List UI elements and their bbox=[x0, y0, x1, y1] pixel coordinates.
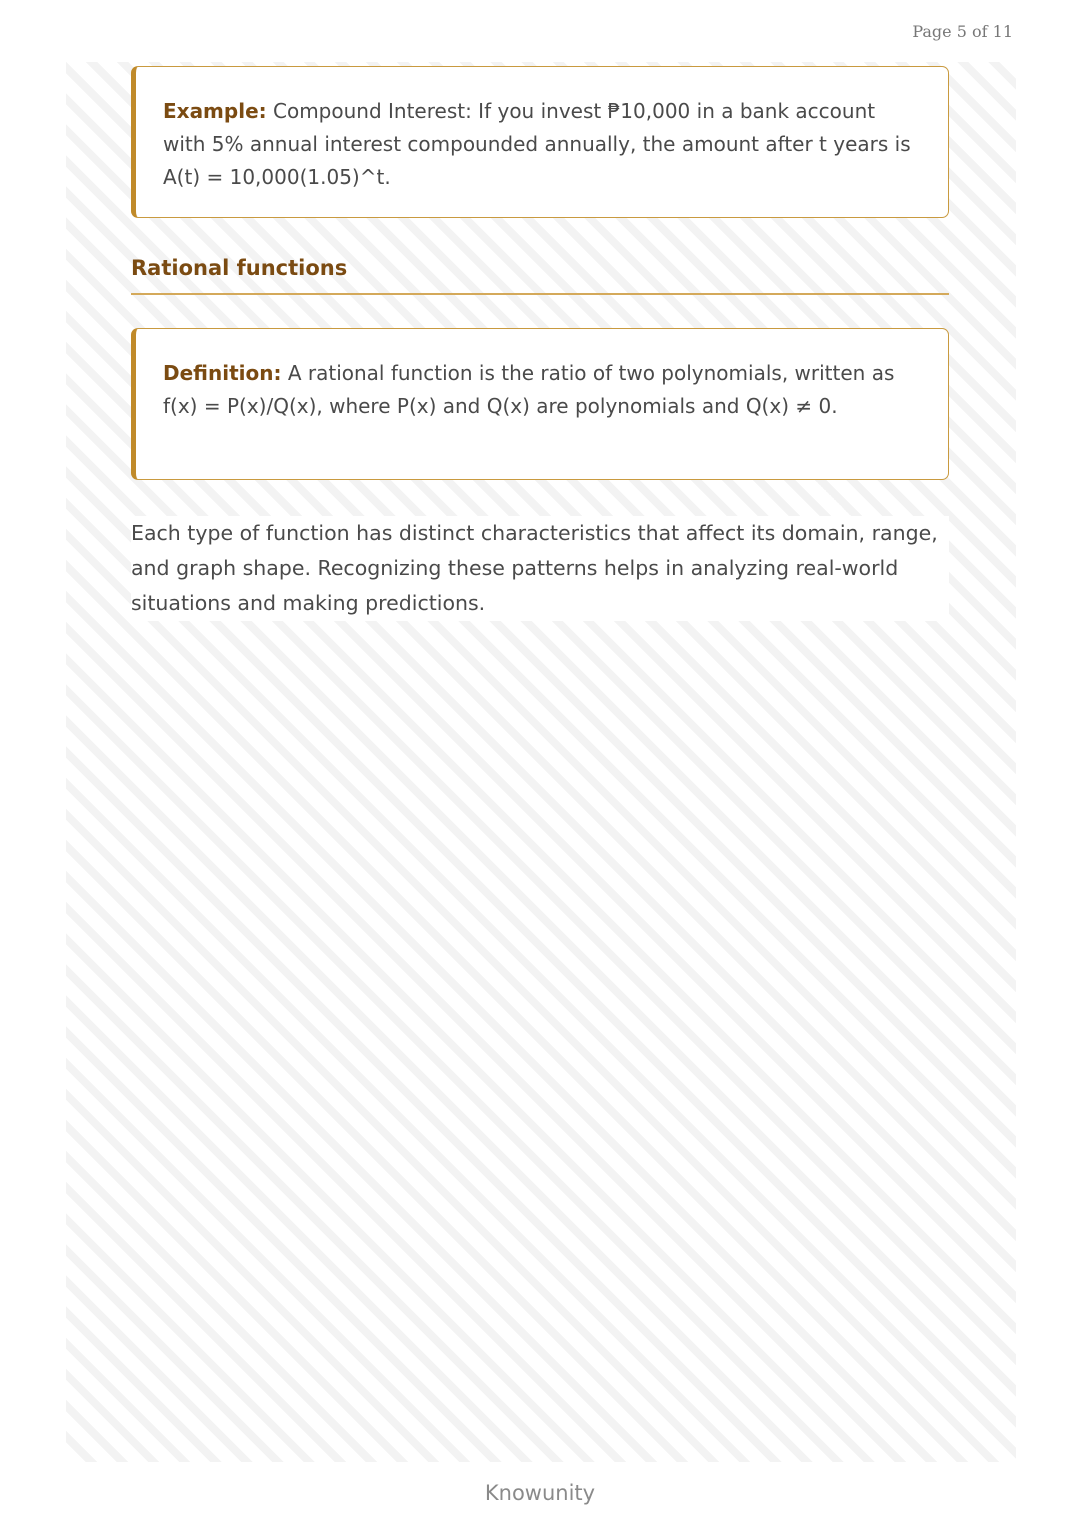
definition-callout bbox=[131, 328, 949, 480]
definition-label: Definition: bbox=[163, 361, 282, 385]
example-text: Compound Interest: If you invest ₱10,000 in a bank account with 5% annual interest compounded annually, the amount after t years is A(t) = 10,000(1.05)^t. bbox=[163, 99, 911, 189]
footer-brand: Knowunity bbox=[484, 1481, 596, 1505]
section-heading: Rational functions bbox=[131, 256, 949, 295]
example-callout bbox=[131, 66, 949, 218]
definition-text: A rational function is the ratio of two polynomials, written as f(x) = P(x)/Q(x), where P(x) and Q(x) are polynomials and Q(x) ≠ 0. bbox=[163, 361, 895, 418]
page-number: Page 5 of 11 bbox=[912, 22, 1013, 41]
example-label: Example: bbox=[163, 99, 267, 123]
page-content bbox=[131, 66, 949, 621]
body-paragraph: Each type of function has distinct characteristics that affect its domain, range, and graph shape. Recognizing these patterns helps in analyzing real-world situations and making predictions. bbox=[131, 516, 949, 621]
